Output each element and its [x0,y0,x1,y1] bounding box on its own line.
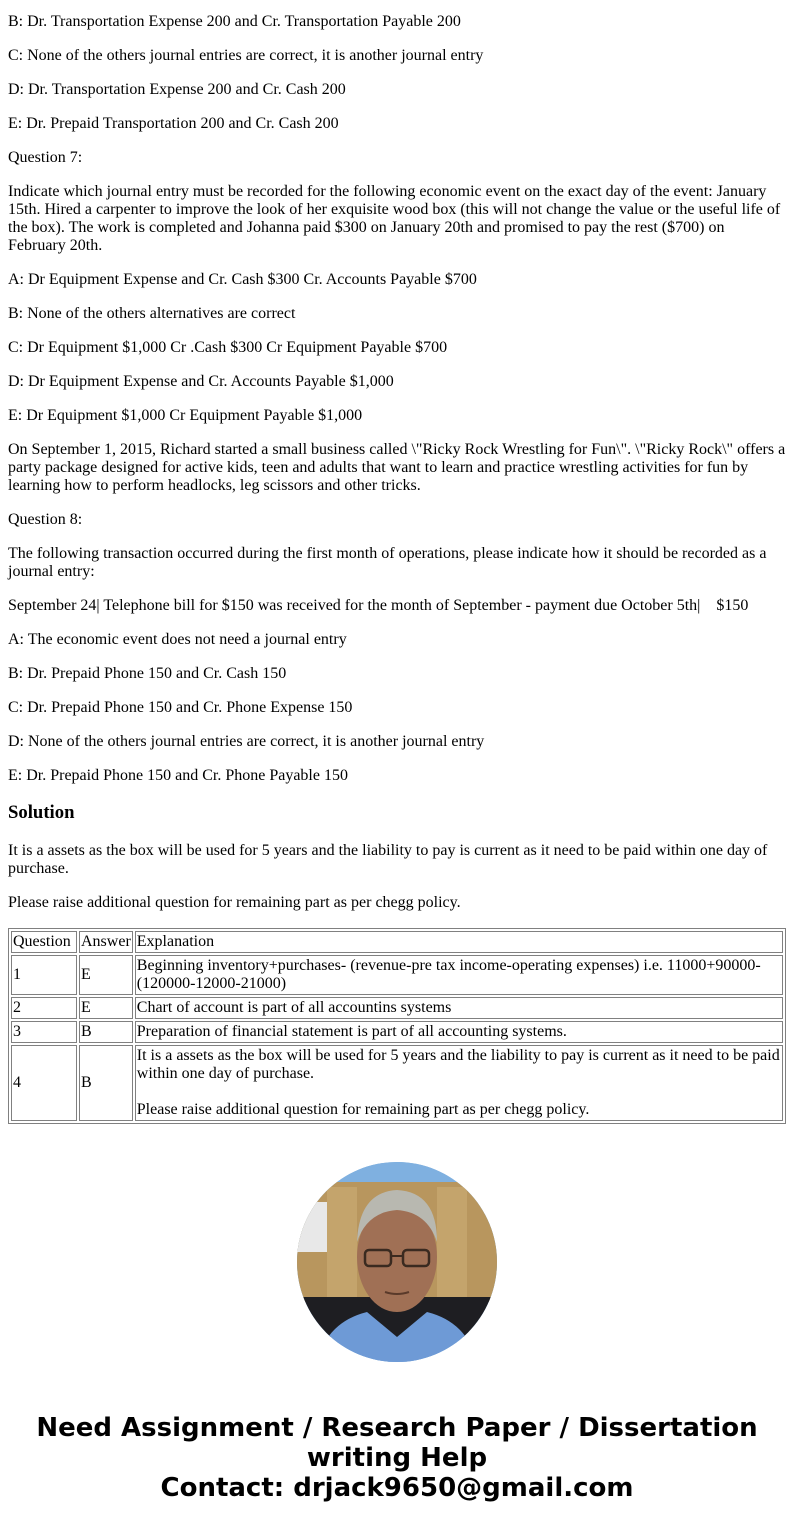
solution-heading: Solution [8,802,75,823]
q7-option-a: A: Dr Equipment Expense and Cr. Cash $300 Cr. Accounts Payable $700 [8,271,477,288]
table-header-row [11,931,783,953]
table-row [11,997,783,1019]
cell-question: 3 [11,1021,77,1043]
q6-option-e: E: Dr. Prepaid Transportation 200 and Cr. Cash 200 [8,115,339,132]
cell-question: 4 [11,1045,77,1121]
contact-banner [0,1413,794,1503]
q7-option-c: C: Dr Equipment $1,000 Cr .Cash $300 Cr Equipment Payable $700 [8,339,448,356]
cell-answer: E [79,955,133,995]
cell-explanation-part-1: It is a assets as the box will be used for 5 years and the liability to pay is current as it need to be paid within one day of purchase. [136,1047,780,1082]
cell-explanation: Chart of account is part of all accountins systems [135,997,783,1019]
banner-headline: Need Assignment / Research Paper / Dissertation writing Help [36,1413,758,1473]
q6-option-d: D: Dr. Transportation Expense 200 and Cr. Cash 200 [8,81,346,98]
cell-question: 1 [11,955,77,995]
cell-explanation: Preparation of financial statement is part of all accounting systems. [135,1021,783,1043]
solution-paragraph-1: It is a assets as the box will be used for 5 years and the liability to pay is current as it need to be paid within one day of purchase. [8,842,768,877]
q8-option-b: B: Dr. Prepaid Phone 150 and Cr. Cash 150 [8,665,287,682]
header-question: Question [11,931,77,953]
cell-explanation-part-2: Please raise additional question for remaining part as per chegg policy. [136,1101,590,1118]
q7-option-d: D: Dr Equipment Expense and Cr. Accounts Payable $1,000 [8,373,394,390]
business-context: On September 1, 2015, Richard started a small business called \"Ricky Rock Wrestling for Fun\". \"Ricky Rock\" offers a party package designed for active kids, teen and adults that want to learn and practice wrestling activities for fun by learning how to perform headlocks, leg scissors and other tricks. [8,441,786,494]
cell-answer: B [79,1045,133,1121]
q8-option-c: C: Dr. Prepaid Phone 150 and Cr. Phone Expense 150 [8,699,353,716]
table-row [11,955,783,995]
cell-explanation [135,1045,783,1121]
q8-option-d: D: None of the others journal entries are correct, it is another journal entry [8,733,485,750]
document-body [0,13,794,1124]
cell-explanation: Beginning inventory+purchases- (revenue-pre tax income-operating expenses) i.e. 11000+90000-(120000-12000-21000) [135,955,783,995]
header-explanation: Explanation [135,931,783,953]
q8-option-a: A: The economic event does not need a journal entry [8,631,347,648]
avatar [297,1162,497,1362]
answers-table [8,928,786,1124]
q8-prompt: The following transaction occurred during the first month of operations, please indicate how it should be recorded as a journal entry: [8,545,767,580]
banner-contact: Contact: drjack9650@gmail.com [160,1473,634,1503]
q7-prompt: Indicate which journal entry must be recorded for the following economic event on the exact day of the event: January 15th. Hired a carpenter to improve the look of her exquisite wood box (this will not change the value or the useful life of the box). The work is completed and Johanna paid $300 on January 20th and promised to pay the rest ($700) on February 20th. [8,183,781,254]
q7-label: Question 7: [8,149,83,166]
cell-answer: B [79,1021,133,1043]
table-row [11,1021,783,1043]
q8-transaction: September 24| Telephone bill for $150 was received for the month of September - payment due October 5th| $150 [8,597,749,614]
cell-question: 2 [11,997,77,1019]
q6-option-c: C: None of the others journal entries are correct, it is another journal entry [8,47,484,64]
q8-label: Question 8: [8,511,83,528]
header-answer: Answer [79,931,133,953]
solution-paragraph-2: Please raise additional question for remaining part as per chegg policy. [8,894,461,911]
q7-option-e: E: Dr Equipment $1,000 Cr Equipment Payable $1,000 [8,407,363,424]
avatar-container [0,1162,794,1362]
cell-answer: E [79,997,133,1019]
q8-option-e: E: Dr. Prepaid Phone 150 and Cr. Phone Payable 150 [8,767,348,784]
person-portrait-icon [297,1162,497,1362]
q7-option-b: B: None of the others alternatives are correct [8,305,296,322]
table-row [11,1045,783,1121]
q6-option-b: B: Dr. Transportation Expense 200 and Cr. Transportation Payable 200 [8,13,461,30]
